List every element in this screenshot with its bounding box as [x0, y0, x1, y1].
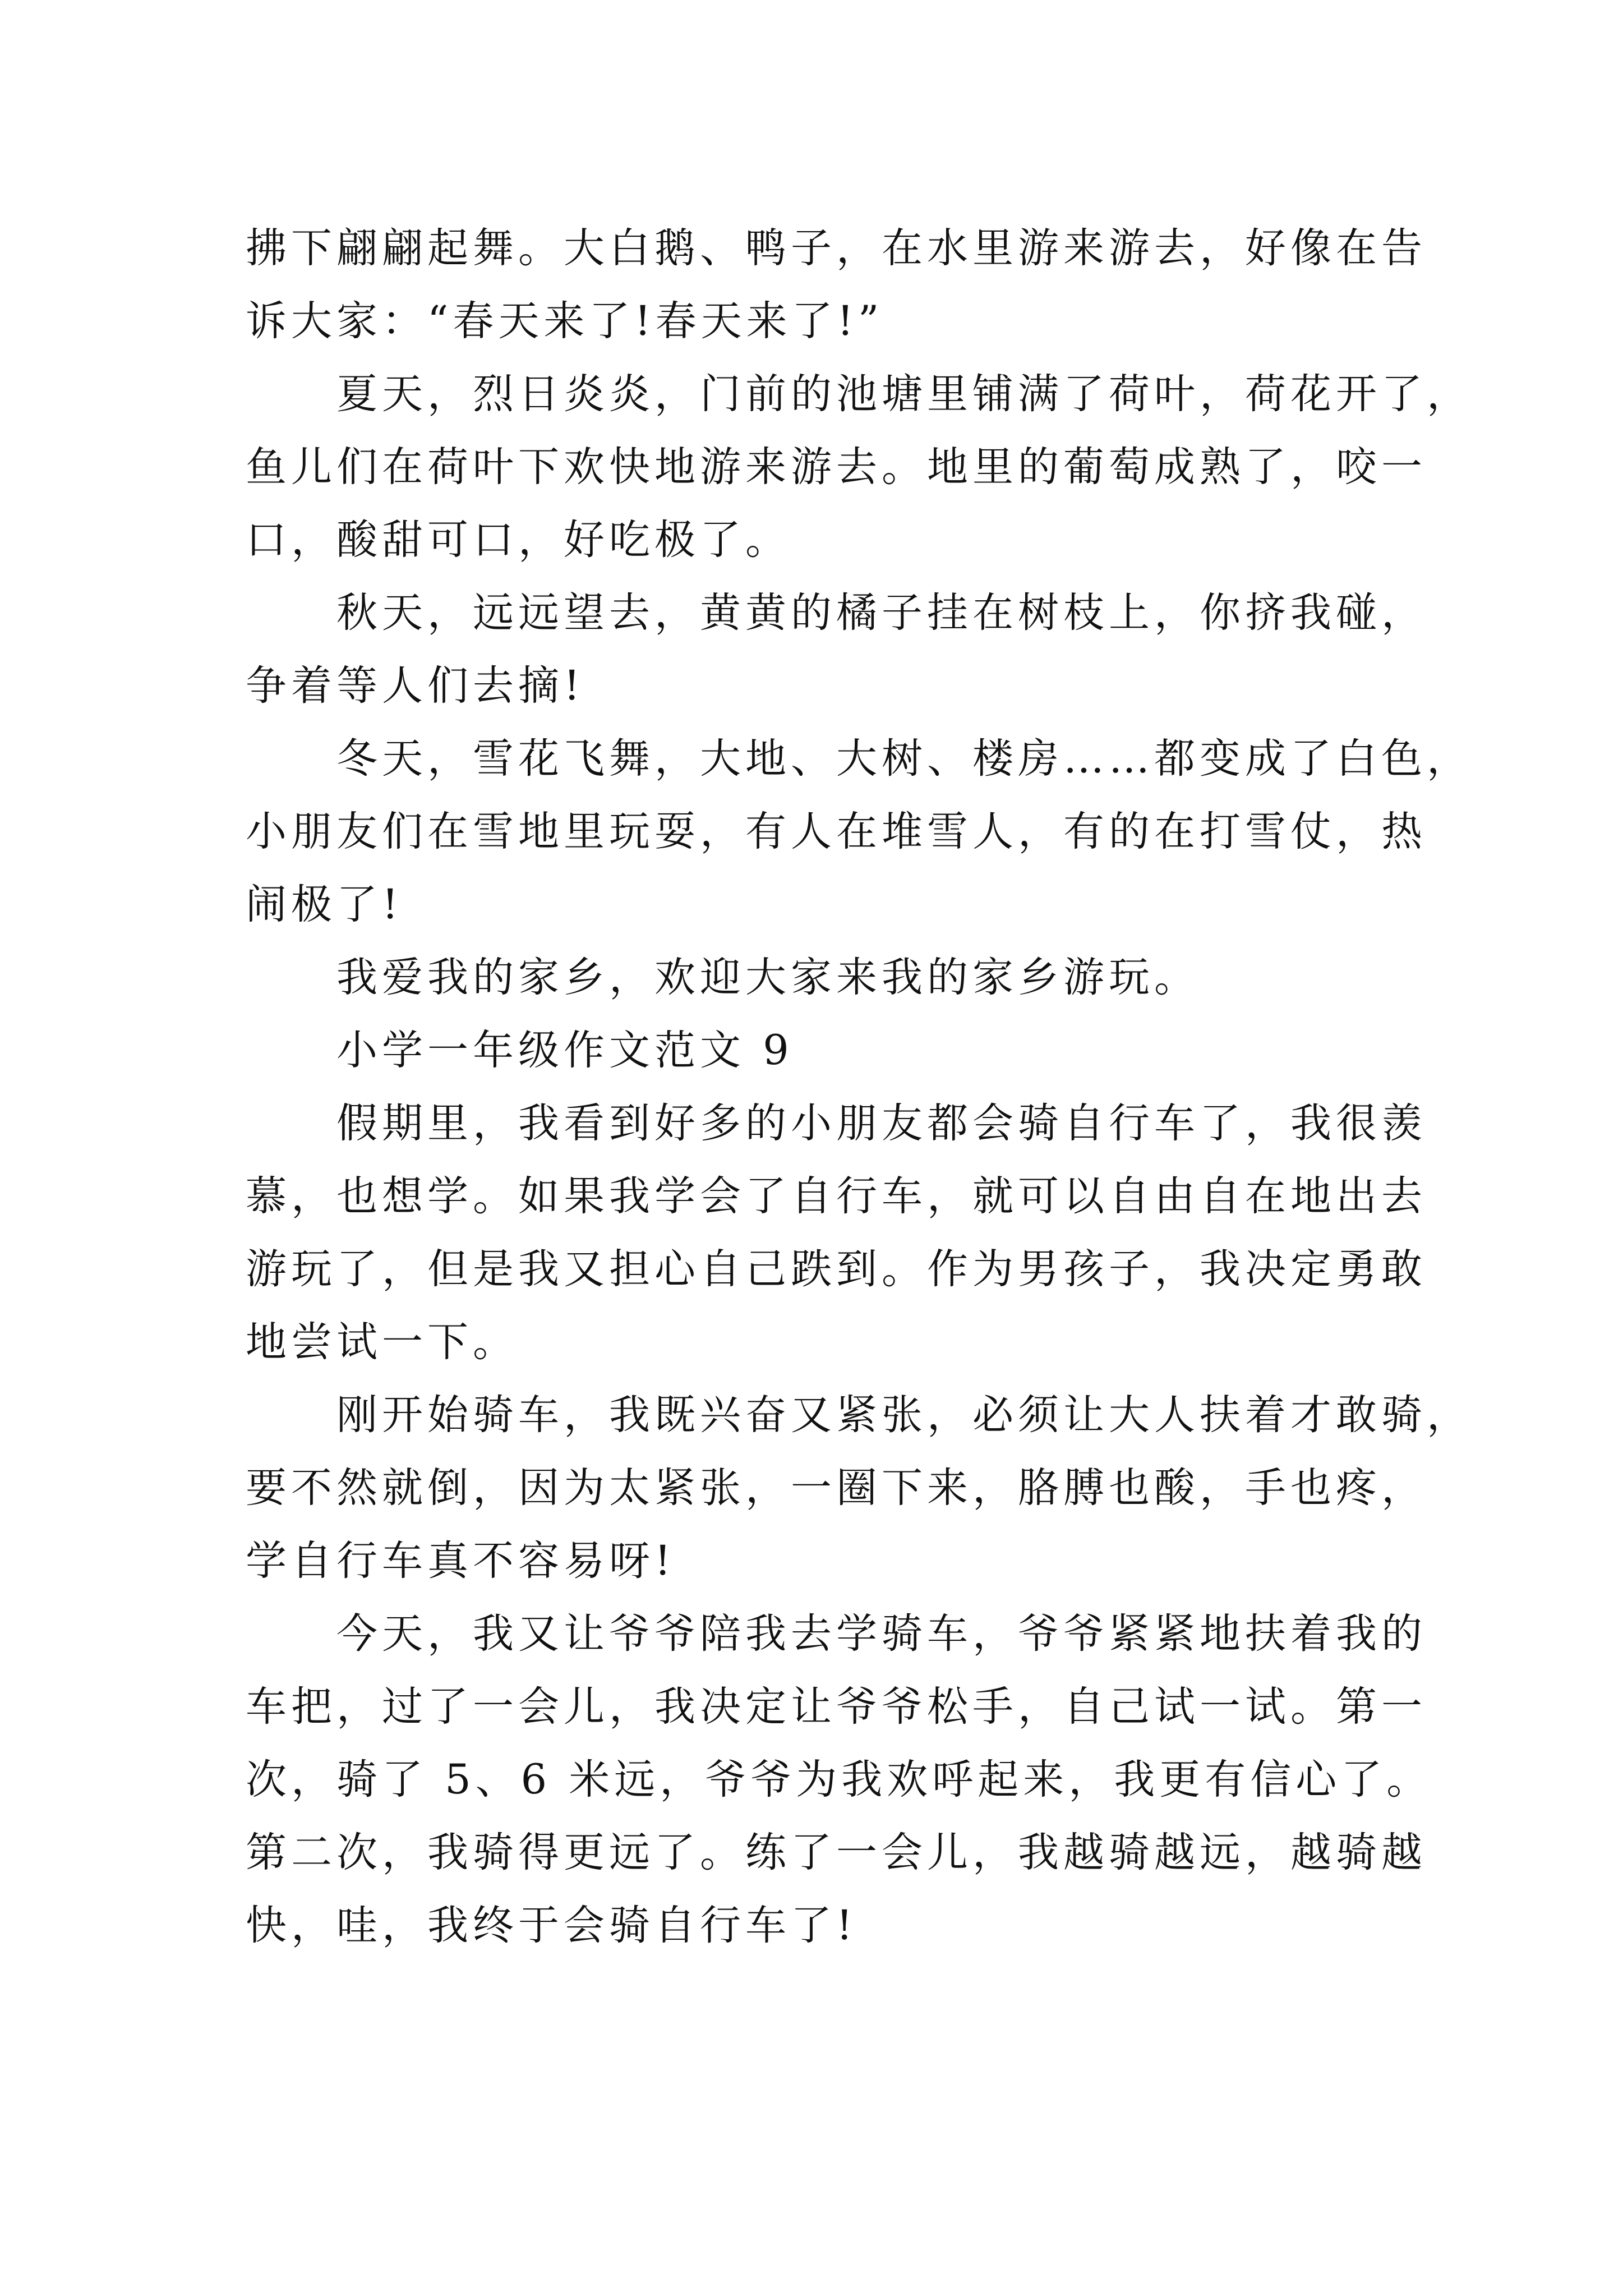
- text-line: 慕，也想学。如果我学会了自行车，就可以自由自在地出去: [246, 1172, 1427, 1220]
- text-line: 次，骑了 5、6 米远，爷爷为我欢呼起来，我更有信心了。: [246, 1756, 1432, 1803]
- text-line: 第二次，我骑得更远了。练了一会儿，我越骑越远，越骑越: [246, 1829, 1427, 1876]
- text-line: 争着等人们去摘!: [246, 662, 585, 710]
- section-heading: 小学一年级作文范文 9: [336, 1027, 794, 1074]
- text-line: 闹极了!: [246, 881, 403, 928]
- text-line: 学自行车真不容易呀!: [246, 1537, 676, 1585]
- paragraph-start-line: 我爱我的家乡，欢迎大家来我的家乡游玩。: [336, 954, 1200, 1001]
- text-line: 口，酸甜可口，好吃极了。: [246, 516, 791, 564]
- text-line: 诉大家：“春天来了!春天来了!”: [246, 297, 884, 345]
- paragraph-start-line: 刚开始骑车，我既兴奋又紧张，必须让大人扶着才敢骑，: [336, 1391, 1472, 1439]
- text-line: 鱼儿们在荷叶下欢快地游来游去。地里的葡萄成熟了，咬一: [246, 443, 1427, 491]
- text-line: 拂下翩翩起舞。大白鹅、鸭子，在水里游来游去，好像在告: [246, 224, 1427, 272]
- text-line: 快，哇，我终于会骑自行车了!: [246, 1902, 857, 1949]
- paragraph-start-line: 冬天，雪花飞舞，大地、大树、楼房……都变成了白色，: [336, 735, 1472, 783]
- text-line: 车把，过了一会儿，我决定让爷爷松手，自己试一试。第一: [246, 1683, 1427, 1731]
- paragraph-start-line: 假期里，我看到好多的小朋友都会骑自行车了，我很羡: [336, 1099, 1427, 1147]
- document-body: [246, 212, 1472, 1962]
- paragraph-start-line: 夏天，烈日炎炎，门前的池塘里铺满了荷叶，荷花开了，: [336, 370, 1472, 418]
- paragraph-start-line: 秋天，远远望去，黄黄的橘子挂在树枝上，你挤我碰，: [336, 589, 1427, 637]
- text-line: 游玩了，但是我又担心自己跌到。作为男孩子，我决定勇敢: [246, 1245, 1427, 1293]
- text-line: 小朋友们在雪地里玩耍，有人在堆雪人，有的在打雪仗，热: [246, 808, 1427, 855]
- paragraph-start-line: 今天，我又让爷爷陪我去学骑车，爷爷紧紧地扶着我的: [336, 1610, 1427, 1658]
- text-line: 地尝试一下。: [246, 1318, 518, 1366]
- text-line: 要不然就倒，因为太紧张，一圈下来，胳膊也酸，手也疼，: [246, 1464, 1427, 1512]
